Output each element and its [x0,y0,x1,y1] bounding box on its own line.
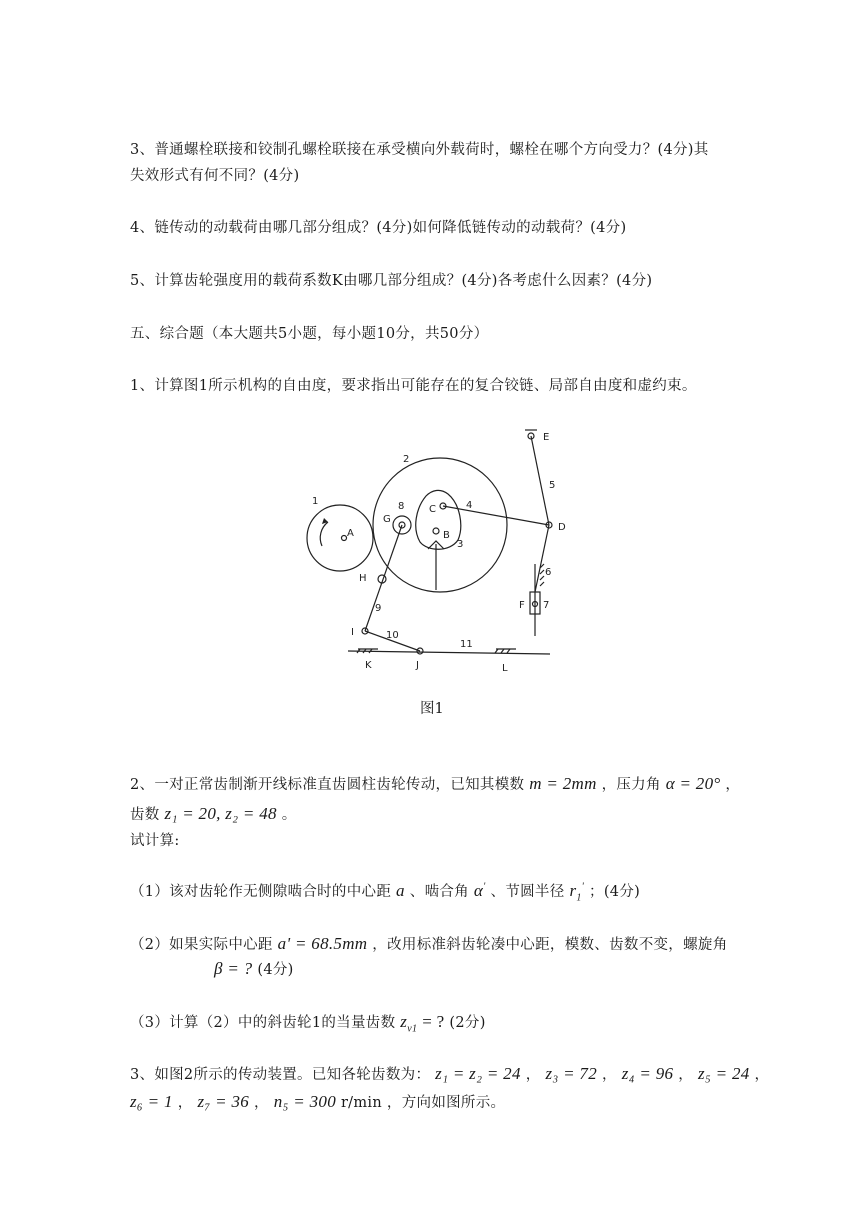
z6-value: z₆ = 1 [130,1092,173,1111]
question-3-line-2: 失效形式有何不同？(4分) [130,168,300,184]
problem-2-teeth-label: 齿数 [130,807,160,823]
n5-value: n₅ = 300 [273,1092,337,1111]
mechanism-figure-1 [300,418,590,683]
z1-z2-value: z₁ = z₂ = 24 [435,1064,521,1083]
helix-angle-query: β = ? [214,959,253,978]
link-11 [348,651,550,654]
label-a: A [347,528,354,539]
problem-2-sub-3 [130,1011,486,1034]
label-8: 8 [398,501,405,512]
label-b: B [443,530,450,541]
actual-center-distance: a' = 68.5mm [277,934,368,953]
label-c: C [429,504,436,515]
label-6: 6 [545,567,552,578]
link-5 [531,436,549,525]
z5-value: z₅ = 24 [697,1064,750,1083]
label-i: I [351,627,354,638]
sub-3-text-a: （3）计算（2）中的斜齿轮1的当量齿数 [130,1015,396,1031]
link-4 [443,506,549,525]
label-3: 3 [457,539,464,550]
label-j: J [416,660,419,671]
z7-value: z₇ = 36 [197,1092,250,1111]
problem-2-line-3: 试计算: [130,833,180,849]
problem-2-sub-1 [130,880,640,903]
sub-1-text-c: 、节圆半径 [490,884,565,900]
z4-value: z₄ = 96 [621,1064,674,1083]
label-k: K [365,660,372,671]
teeth-values: z₁ = 20, z₂ = 48 [164,804,277,823]
label-l: L [502,663,508,674]
label-g: G [383,514,391,525]
link-9 [365,525,402,631]
sub-2-points: (4分) [257,962,294,978]
pivot-b [433,528,439,534]
figure-1-caption: 图1 [420,701,444,717]
question-4: 4、链传动的动载荷由哪几部分组成？(4分)如何降低链传动的动载荷？(4分) [130,220,627,236]
link-6 [535,525,552,592]
problem-2-text-a: 2、一对正常齿制渐开线标准直齿圆柱齿轮传动，已知其模数 [130,777,525,793]
label-10: 10 [386,630,399,641]
sub-2-text-b: ，改用标准斜齿轮凑中心距，模数、齿数不变，螺旋角 [372,937,728,953]
problem-2-sub-2-line-2 [214,958,294,979]
problem-2-text-c: ， [725,777,741,793]
label-h: H [359,573,367,584]
problem-2-period: 。 [281,807,297,823]
question-3-line-1: 3、普通螺栓联接和铰制孔螺栓联接在承受横向外载荷时，螺栓在哪个方向受力？(4分)其 [130,142,709,158]
gear-1 [307,505,373,571]
guide-hatch [540,564,544,586]
rotation-arrow [320,522,328,546]
z3-value: z₃ = 72 [545,1064,598,1083]
problem-3-line-2: z₆ = 1 ， z₇ = 36 ， n₅ = 300 r/min ，方向如图所示。 [130,1092,506,1111]
module-value: m = 2mm [529,774,597,793]
sub-1-text-a: （1）该对齿轮作无侧隙啮合时的中心距 [130,884,392,900]
label-5: 5 [549,480,556,491]
pivot-a [342,536,347,541]
section-heading-comprehensive: 五、综合题（本大题共5小题，每小题10分，共50分） [130,326,489,342]
label-e: E [543,432,550,443]
sub-2-text-a: （2）如果实际中心距 [130,937,273,953]
n5-unit: r/min [340,1095,382,1111]
label-f: F [519,600,525,611]
question-5: 5、计算齿轮强度用的载荷系数K由哪几部分组成？(4分)各考虑什么因素？(4分) [130,273,653,289]
problem-3-line-1: 3、如图2所示的传动装置。已知各轮齿数为： z₁ = z₂ = 24 ， z₃ = 72 ， z₄ = 96 ， z₅ = 24 ， [130,1064,770,1083]
label-7: 7 [543,600,550,611]
equivalent-teeth-query: = ? [422,1012,445,1031]
equivalent-teeth-symbol: $z_{v1}$ [400,1012,418,1035]
problem-2-line-1 [130,773,740,794]
sub-3-points: (2分) [449,1015,486,1031]
problem-2-line-2 [130,803,297,824]
label-d: D [558,522,566,533]
problem-1-text: 1、计算图1所示机构的自由度，要求指出可能存在的复合铰链、局部自由度和虚约束。 [130,378,697,394]
pressure-angle-value: α = 20° [665,774,721,793]
label-2: 2 [403,454,410,465]
label-1: 1 [312,496,319,507]
cam-3 [416,490,464,550]
problem-3-text-b: ，方向如图所示。 [386,1095,506,1111]
problem-2-text-b: ，压力角 [601,777,661,793]
label-11: 11 [460,639,473,650]
label-9: 9 [375,603,382,614]
sub-1-text-d: ；(4分) [589,884,641,900]
problem-3-text-a: 3、如图2所示的传动装置。已知各轮齿数为： [130,1067,431,1083]
problem-2-sub-2-line-1 [130,933,728,954]
label-4: 4 [466,500,473,511]
sub-1-text-b: 、啮合角 [409,884,469,900]
mesh-angle-symbol: α' [473,881,486,900]
pitch-radius-symbol: $r_1'$ [569,881,585,904]
center-distance-symbol: a [396,881,405,900]
